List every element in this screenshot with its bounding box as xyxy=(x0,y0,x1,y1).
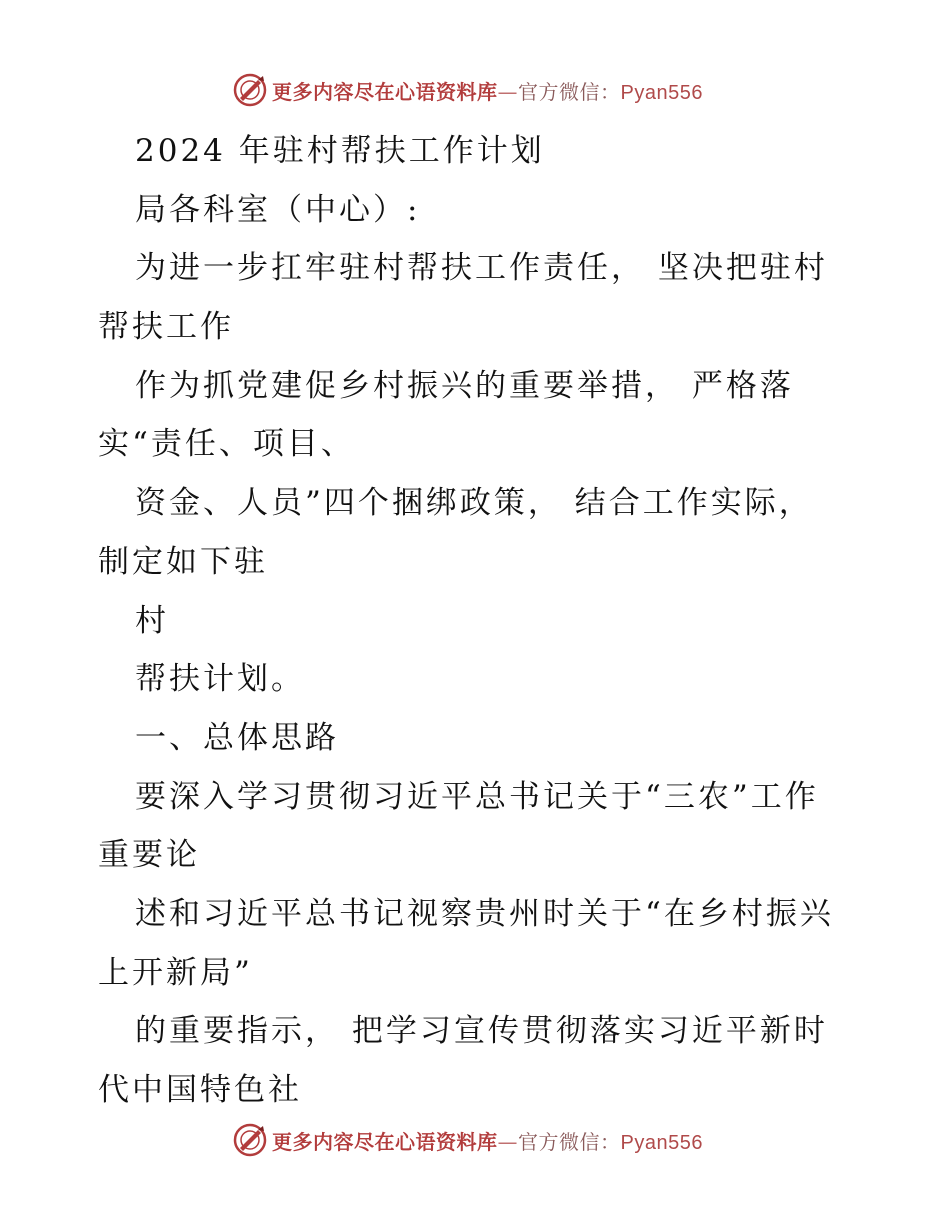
document-body xyxy=(98,122,888,1120)
watermark-wechat-label: 官方微信： xyxy=(518,1129,621,1154)
paragraph-line: 作为抓党建促乡村振兴的重要举措， 严格落 xyxy=(135,367,794,404)
paragraph-line: 的重要指示， 把学习宣传贯彻落实习近平新时 xyxy=(135,1013,828,1050)
watermark-separator: — xyxy=(497,1129,518,1154)
paragraph-line: 村 xyxy=(135,602,169,639)
watermark-text xyxy=(272,76,703,105)
watermark-brand: 更多内容尽在心语资料库 xyxy=(272,1129,498,1154)
brand-logo-icon xyxy=(232,72,268,108)
document-title: 2024 年驻村帮扶工作计划 xyxy=(135,133,545,169)
watermark-text xyxy=(272,1126,703,1155)
watermark-separator: — xyxy=(497,79,518,104)
paragraph-line: 一、总体思路 xyxy=(135,719,339,756)
footer-watermark xyxy=(232,1120,703,1160)
watermark-wechat-id: Pyan556 xyxy=(620,81,703,104)
paragraph-line: 资金、人员”四个捆绑政策， 结合工作实际， xyxy=(135,485,813,522)
paragraph-line: 为进一步扛牢驻村帮扶工作责任， 坚决把驻村 xyxy=(135,250,828,287)
paragraph-line: 重要论 xyxy=(98,837,200,874)
paragraph-line: 上开新局” xyxy=(98,954,253,991)
paragraph-line: 局各科室（中心）: xyxy=(135,191,421,228)
paragraph-line: 帮扶计划。 xyxy=(135,661,305,698)
watermark-brand: 更多内容尽在心语资料库 xyxy=(272,79,498,104)
paragraph-line: 代中国特色社 xyxy=(98,1072,302,1108)
paragraph-line: 实“责任、项目、 xyxy=(98,426,355,463)
watermark-wechat-label: 官方微信： xyxy=(518,79,621,104)
brand-logo-icon xyxy=(232,1122,268,1158)
paragraph-line: 述和习近平总书记视察贵州时关于“在乡村振兴 xyxy=(135,895,834,932)
header-watermark xyxy=(232,70,703,110)
paragraph-line: 要深入学习贯彻习近平总书记关于“三农”工作 xyxy=(135,778,819,815)
paragraph-line: 帮扶工作 xyxy=(98,309,234,346)
watermark-wechat-id: Pyan556 xyxy=(620,1131,703,1154)
paragraph-line: 制定如下驻 xyxy=(98,543,268,580)
